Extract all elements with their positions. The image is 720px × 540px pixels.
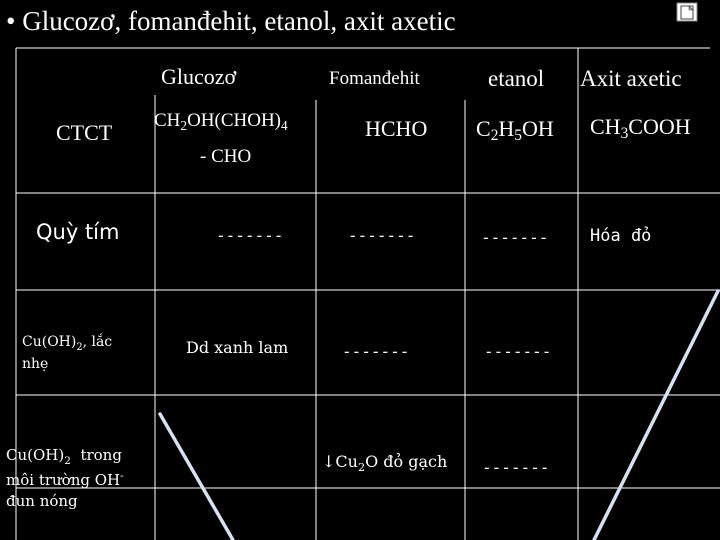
litmus-formaldehyde: ------- <box>348 226 416 245</box>
litmus-ethanol: ------- <box>481 228 549 247</box>
formaldehyde-formula: HCHO <box>365 116 428 141</box>
ethanol-formula: $C_2H_5OH$ <box>476 116 554 144</box>
header-acetic-acid: Axit axetic <box>580 66 682 91</box>
row-label-litmus: Quỳ tím <box>36 220 120 244</box>
row-label-cuoh-shake: $Cu(OH)_2$, lắc <box>22 334 113 353</box>
litmus-glucose: ------- <box>216 226 284 245</box>
cuoh-heat-ethanol: ------- <box>482 458 550 477</box>
header-glucose: Glucozơ <box>161 64 237 89</box>
cuoh-heat-formaldehyde: $↓Cu_2O$ đỏ gạch <box>322 452 448 474</box>
header-formaldehyde: Fomanđehit <box>329 68 420 89</box>
row-label-cuoh-shake-line2: nhẹ <box>22 356 49 372</box>
cuoh-shake-glucose: Dd xanh lam <box>186 338 289 357</box>
cuoh-shake-formaldehyde: ------- <box>342 342 410 361</box>
row-label-cuoh-heat: $Cu(OH)_2$ trong <box>6 446 122 467</box>
glucose-formula-line2: - CHO <box>200 146 252 167</box>
row-label-cuoh-heat-line3: đun nóng <box>6 492 78 510</box>
litmus-acetic-acid: Hóa đỏ <box>590 226 652 246</box>
diagonal-line-acid <box>594 291 718 540</box>
glucose-formula-line1: $CH_2OH(CHOH)_4$ <box>154 110 288 133</box>
row-label-cuoh-heat-line2: môi trường OH- <box>6 470 124 489</box>
acetic-acid-formula: $CH_3COOH$ <box>590 114 691 142</box>
slide-title: • Glucozơ, fomanđehit, etanol, axit axetic <box>6 6 456 36</box>
row-label-formula: CTCT <box>56 120 113 145</box>
cuoh-shake-ethanol: ------- <box>484 342 552 361</box>
diagonal-line-glucose <box>160 414 233 540</box>
header-ethanol: etanol <box>488 66 545 91</box>
